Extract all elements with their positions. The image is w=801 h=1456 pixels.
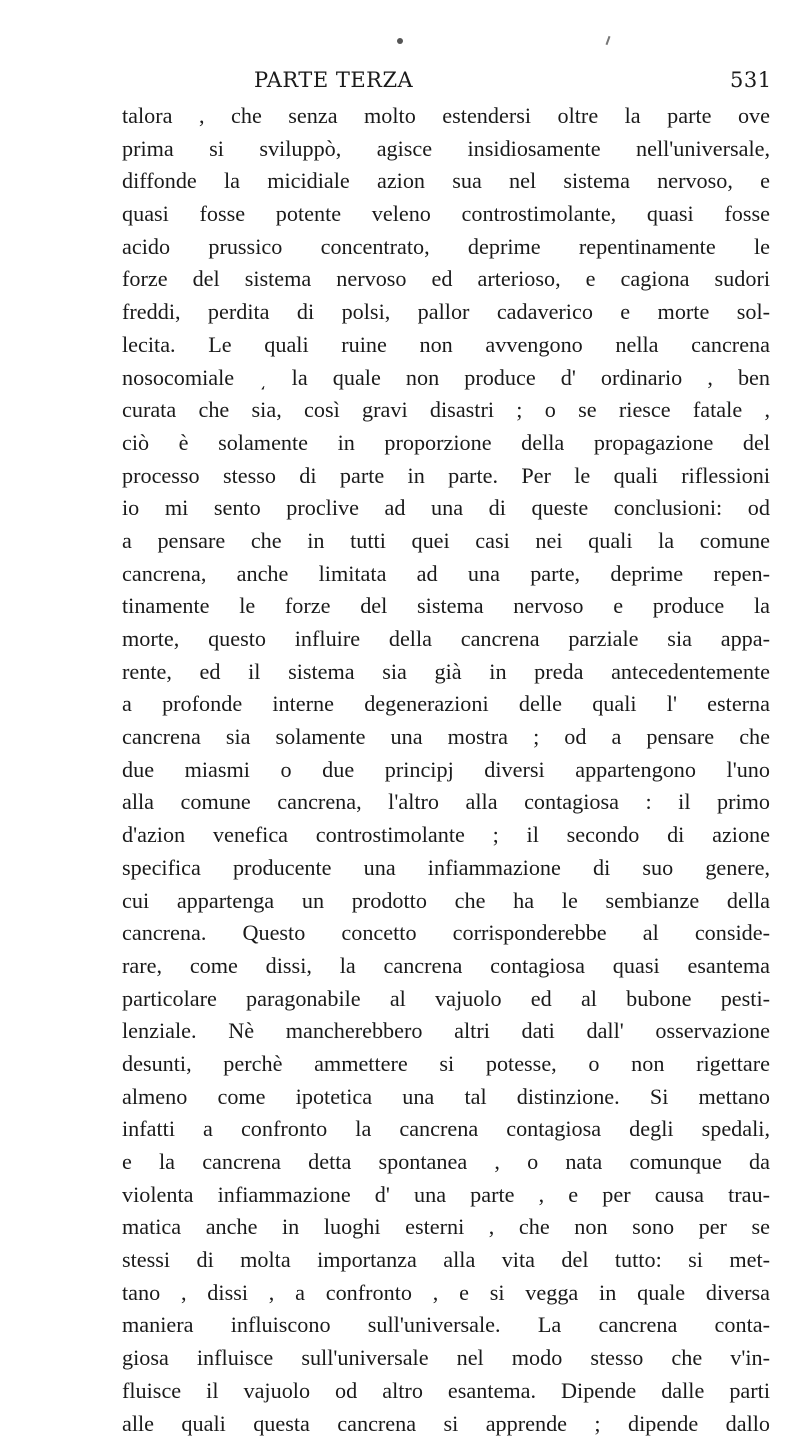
text-line: nosocomiale ͵ la quale non produce d' ordinario , ben (122, 364, 770, 390)
text-line: fluisce il vajuolo od altro esantema. Dipende dalle parti (122, 1377, 770, 1403)
text-line: acido prussico concentrato, deprime repentinamente le (122, 233, 770, 259)
text-line: stessi di molta importanza alla vita del tutto: si met- (122, 1247, 770, 1273)
text-line: cancrena. Questo concetto corrisponderebbe al conside- (122, 920, 770, 946)
page-number: 531 (730, 68, 772, 92)
text-line: specifica producente una infiammazione di suo genere, (122, 854, 770, 880)
text-line: lenziale. Nè mancherebbero altri dati dall' osservazione (122, 1018, 770, 1044)
text-line: morte, questo influire della cancrena parziale sia appa- (122, 626, 770, 651)
body-paragraph (122, 100, 770, 1440)
text-line: a pensare che in tutti quei casi nei quali la comune (122, 527, 770, 553)
text-line: desunti, perchè ammettere si potesse, o non rigettare (122, 1050, 770, 1076)
text-line: d'azion venefica controstimolante ; il secondo di azione (122, 822, 770, 848)
text-line: freddi, perdita di polsi, pallor cadaverico e morte sol- (122, 299, 770, 325)
text-line: quasi fosse potente veleno controstimolante, quasi fosse (122, 201, 770, 227)
text-line: alla comune cancrena, l'altro alla contagiosa : il primo (122, 789, 770, 815)
text-line: cancrena, anche limitata ad una parte, deprime repen- (122, 560, 770, 586)
ink-speck (397, 38, 403, 44)
text-line: forze del sistema nervoso ed arterioso, e cagiona sudori (122, 266, 770, 292)
text-line: processo stesso di parte in parte. Per le quali riflessioni (122, 462, 770, 488)
section-title: PARTE TERZA (254, 68, 414, 92)
text-line: io mi sento proclive ad una di queste conclusioni: od (122, 495, 770, 521)
text-line: a profonde interne degenerazioni delle quali l' esterna (122, 691, 770, 717)
running-header (254, 62, 774, 96)
text-line: violenta infiammazione d' una parte , e per causa trau- (122, 1181, 770, 1207)
text-line: infatti a confronto la cancrena contagiosa degli spedali, (122, 1116, 770, 1142)
text-line: due miasmi o due principj diversi appartengono l'uno (122, 756, 770, 782)
text-line: cui appartenga un prodotto che ha le sembianze della (122, 887, 770, 913)
text-line: curata che sia, così gravi disastri ; o se riesce fatale , (122, 397, 770, 423)
text-line: tinamente le forze del sistema nervoso e produce la (122, 593, 770, 619)
text-line: alle quali questa cancrena si apprende ; dipende dallo (122, 1410, 770, 1436)
text-line: rente, ed il sistema sia già in preda antecedentemente (122, 658, 770, 684)
ink-mark (606, 36, 611, 45)
text-line: maniera influiscono sull'universale. La cancrena conta- (122, 1312, 770, 1338)
text-line: rare, come dissi, la cancrena contagiosa quasi esantema (122, 952, 770, 978)
text-line: talora , che senza molto estendersi oltre la parte ove (122, 103, 770, 128)
text-line: cancrena sia solamente una mostra ; od a pensare che (122, 724, 770, 750)
text-line: matica anche in luoghi esterni , che non sono per se (122, 1214, 770, 1240)
text-line: prima si sviluppò, agisce insidiosamente nell'universale, (122, 135, 770, 161)
text-line: particolare paragonabile al vajuolo ed al bubone pesti- (122, 985, 770, 1011)
text-line: diffonde la micidiale azion sua nel sistema nervoso, e (122, 168, 770, 194)
text-line: almeno come ipotetica una tal distinzione. Si mettano (122, 1083, 770, 1109)
text-line: tano , dissi , a confronto , e si vegga in quale diversa (122, 1279, 770, 1305)
text-line: giosa influisce sull'universale nel modo stesso che v'in- (122, 1345, 770, 1371)
text-line: e la cancrena detta spontanea , o nata comunque da (122, 1149, 770, 1174)
text-line: lecita. Le quali ruine non avvengono nella cancrena (122, 331, 770, 357)
text-line: ciò è solamente in proporzione della propagazione del (122, 429, 770, 455)
